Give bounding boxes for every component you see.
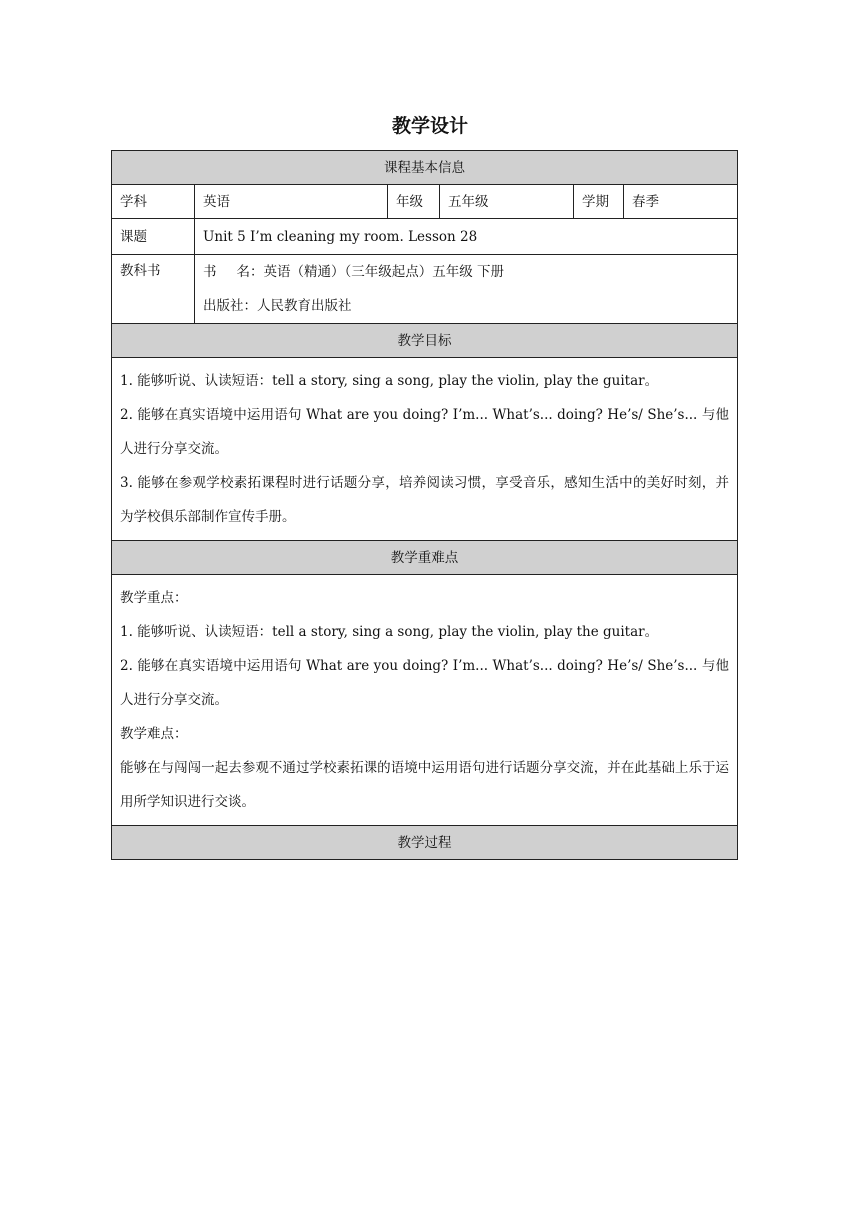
publisher-line	[203, 295, 729, 317]
objectives-row	[112, 358, 738, 541]
objective-item: 1. 能够听说、认读短语：tell a story, sing a song, play the violin, play the guitar。	[120, 373, 659, 389]
topic-value: Unit 5 I’m cleaning my room. Lesson 28	[195, 219, 738, 255]
term-value: 春季	[624, 185, 738, 219]
focus-item: 1. 能够听说、认读短语：tell a story, sing a song, play the violin, play the guitar。	[120, 624, 659, 640]
focus-label: 教学重点：	[120, 590, 188, 606]
basic-info-header-row	[112, 151, 738, 185]
basic-info-header: 课程基本信息	[112, 151, 738, 185]
publisher-value: 人民教育出版社	[257, 298, 352, 314]
textbook-label: 教科书	[112, 255, 195, 324]
textbook-info	[195, 255, 738, 324]
key-points-row	[112, 575, 738, 826]
book-name-value: 英语（精通）（三年级起点）五年级 下册	[263, 264, 505, 280]
key-points-content	[112, 575, 738, 826]
textbook-row	[112, 255, 738, 324]
objective-item: 3. 能够在参观学校素拓课程时进行话题分享，培养阅读习惯，享受音乐，感知生活中的美好时刻，并为学校俱乐部制作宣传手册。	[120, 475, 730, 525]
objectives-header-row	[112, 324, 738, 358]
book-name-label-2: 名：	[236, 264, 264, 280]
lesson-plan-table	[111, 150, 738, 860]
process-header-row	[112, 826, 738, 860]
difficulty-label: 教学难点：	[120, 726, 188, 742]
term-label: 学期	[574, 185, 624, 219]
key-points-header-row	[112, 541, 738, 575]
process-header: 教学过程	[112, 826, 738, 860]
subject-label: 学科	[112, 185, 195, 219]
publisher-label: 出版社：	[203, 298, 257, 314]
book-name-label: 书	[203, 264, 217, 280]
document-title: 教学设计	[391, 115, 468, 137]
objectives-content	[112, 358, 738, 541]
objectives-header: 教学目标	[112, 324, 738, 358]
topic-row	[112, 219, 738, 255]
topic-label: 课题	[112, 219, 195, 255]
book-name-line	[203, 261, 729, 283]
objective-item: 2. 能够在真实语境中运用语句 What are you doing? I’m... What’s... doing? He’s/ She’s... 与他人进行分享交流。	[120, 407, 730, 457]
subject-row	[112, 185, 738, 219]
focus-item: 2. 能够在真实语境中运用语句 What are you doing? I’m... What’s... doing? He’s/ She’s... 与他人进行分享交流。	[120, 658, 730, 708]
key-points-header: 教学重难点	[112, 541, 738, 575]
grade-label: 年级	[388, 185, 440, 219]
subject-value: 英语	[195, 185, 388, 219]
difficulty-text: 能够在与闯闯一起去参观不通过学校素拓课的语境中运用语句进行话题分享交流，并在此基础上乐于运用所学知识进行交谈。	[120, 760, 730, 810]
grade-value: 五年级	[440, 185, 574, 219]
